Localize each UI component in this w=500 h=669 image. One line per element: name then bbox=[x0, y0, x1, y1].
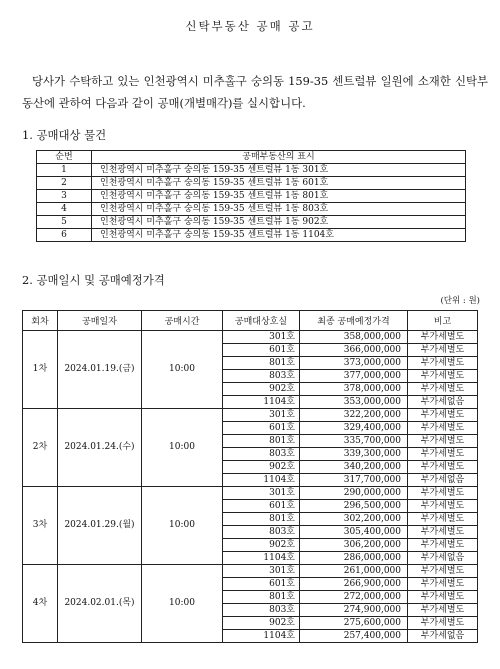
header-unit: 공매대상호실 bbox=[223, 311, 300, 331]
note-cell: 부가세별도 bbox=[408, 565, 478, 578]
property-desc: 인천광역시 미추홀구 숭의동 159-35 센트럴뷰 1동 902호 bbox=[92, 216, 466, 229]
schedule-row bbox=[23, 487, 478, 500]
unit-cell: 1104호 bbox=[223, 396, 300, 409]
property-row bbox=[37, 164, 466, 177]
note-cell: 부가세별도 bbox=[408, 357, 478, 370]
note-cell: 부가세없음 bbox=[408, 474, 478, 487]
time-cell: 10:00 bbox=[142, 487, 223, 565]
unit-cell: 801호 bbox=[223, 513, 300, 526]
note-cell: 부가세별도 bbox=[408, 448, 478, 461]
price-cell: 366,000,000 bbox=[300, 344, 408, 357]
note-cell: 부가세별도 bbox=[408, 383, 478, 396]
price-cell: 286,000,000 bbox=[300, 552, 408, 565]
unit-cell: 1104호 bbox=[223, 552, 300, 565]
document-title: 신탁부동산 공매 공고 bbox=[185, 19, 315, 33]
price-cell: 335,700,000 bbox=[300, 435, 408, 448]
property-desc: 인천광역시 미추홀구 숭의동 159-35 센트럴뷰 1동 601호 bbox=[92, 177, 466, 190]
schedule-row bbox=[23, 565, 478, 578]
price-cell: 378,000,000 bbox=[300, 383, 408, 396]
section1-heading: 1. 공매대상 물건 bbox=[22, 128, 107, 142]
note-cell: 부가세별도 bbox=[408, 526, 478, 539]
header-property-desc: 공매부동산의 표시 bbox=[92, 151, 466, 164]
unit-cell: 301호 bbox=[223, 331, 300, 344]
unit-cell: 301호 bbox=[223, 565, 300, 578]
note-cell: 부가세없음 bbox=[408, 396, 478, 409]
unit-cell: 902호 bbox=[223, 539, 300, 552]
unit-cell: 902호 bbox=[223, 461, 300, 474]
header-round: 회차 bbox=[23, 311, 58, 331]
property-seq: 5 bbox=[37, 216, 92, 229]
property-seq: 6 bbox=[37, 229, 92, 242]
note-cell: 부가세별도 bbox=[408, 409, 478, 422]
price-cell: 306,200,000 bbox=[300, 539, 408, 552]
round-cell: 1차 bbox=[23, 331, 58, 409]
note-cell: 부가세없음 bbox=[408, 630, 478, 643]
unit-cell: 601호 bbox=[223, 500, 300, 513]
property-desc: 인천광역시 미추홀구 숭의동 159-35 센트럴뷰 1동 801호 bbox=[92, 190, 466, 203]
property-table-body bbox=[37, 164, 466, 242]
date-cell: 2024.02.01.(목) bbox=[58, 565, 142, 643]
intro-paragraph: 당사가 수탁하고 있는 인천광역시 미추홀구 숭의동 159-35 센트럴뷰 일원에 소재한 신탁부동산에 관하여 다음과 같이 공매(개별매각)를 실시합니다. bbox=[22, 74, 488, 110]
unit-cell: 803호 bbox=[223, 604, 300, 617]
unit-cell: 902호 bbox=[223, 617, 300, 630]
property-seq: 2 bbox=[37, 177, 92, 190]
date-cell: 2024.01.19.(금) bbox=[58, 331, 142, 409]
header-date: 공매일자 bbox=[58, 311, 142, 331]
price-cell: 290,000,000 bbox=[300, 487, 408, 500]
price-cell: 358,000,000 bbox=[300, 331, 408, 344]
price-cell: 317,700,000 bbox=[300, 474, 408, 487]
header-seq: 순번 bbox=[37, 151, 92, 164]
note-cell: 부가세별도 bbox=[408, 591, 478, 604]
schedule-table-header-row bbox=[23, 311, 478, 331]
note-cell: 부가세별도 bbox=[408, 435, 478, 448]
note-cell: 부가세별도 bbox=[408, 331, 478, 344]
schedule-row bbox=[23, 331, 478, 344]
property-seq: 3 bbox=[37, 190, 92, 203]
time-cell: 10:00 bbox=[142, 331, 223, 409]
property-table-header-row bbox=[37, 151, 466, 164]
schedule-table-body bbox=[23, 331, 478, 643]
price-cell: 266,900,000 bbox=[300, 578, 408, 591]
unit-label: (단위 : 원) bbox=[440, 296, 480, 306]
unit-cell: 301호 bbox=[223, 487, 300, 500]
property-desc: 인천광역시 미추홀구 숭의동 159-35 센트럴뷰 1동 1104호 bbox=[92, 229, 466, 242]
round-cell: 2차 bbox=[23, 409, 58, 487]
price-cell: 272,000,000 bbox=[300, 591, 408, 604]
note-cell: 부가세별도 bbox=[408, 513, 478, 526]
note-cell: 부가세별도 bbox=[408, 578, 478, 591]
price-cell: 257,400,000 bbox=[300, 630, 408, 643]
date-cell: 2024.01.29.(월) bbox=[58, 487, 142, 565]
property-row bbox=[37, 216, 466, 229]
property-row bbox=[37, 190, 466, 203]
unit-cell: 803호 bbox=[223, 448, 300, 461]
unit-cell: 803호 bbox=[223, 370, 300, 383]
property-desc: 인천광역시 미추홀구 숭의동 159-35 센트럴뷰 1동 301호 bbox=[92, 164, 466, 177]
unit-cell: 1104호 bbox=[223, 474, 300, 487]
price-cell: 377,000,000 bbox=[300, 370, 408, 383]
note-cell: 부가세별도 bbox=[408, 422, 478, 435]
price-cell: 373,000,000 bbox=[300, 357, 408, 370]
property-row bbox=[37, 203, 466, 216]
price-cell: 302,200,000 bbox=[300, 513, 408, 526]
price-cell: 296,500,000 bbox=[300, 500, 408, 513]
unit-cell: 801호 bbox=[223, 591, 300, 604]
round-cell: 4차 bbox=[23, 565, 58, 643]
note-cell: 부가세별도 bbox=[408, 617, 478, 630]
header-price: 최종 공매예정가격 bbox=[300, 311, 408, 331]
price-cell: 274,900,000 bbox=[300, 604, 408, 617]
header-note: 비고 bbox=[408, 311, 478, 331]
unit-cell: 301호 bbox=[223, 409, 300, 422]
property-desc: 인천광역시 미추홀구 숭의동 159-35 센트럴뷰 1동 803호 bbox=[92, 203, 466, 216]
price-cell: 305,400,000 bbox=[300, 526, 408, 539]
price-cell: 329,400,000 bbox=[300, 422, 408, 435]
unit-cell: 601호 bbox=[223, 344, 300, 357]
property-list-table bbox=[36, 150, 466, 242]
unit-cell: 601호 bbox=[223, 422, 300, 435]
unit-cell: 803호 bbox=[223, 526, 300, 539]
price-cell: 322,200,000 bbox=[300, 409, 408, 422]
property-row bbox=[37, 229, 466, 242]
price-cell: 339,300,000 bbox=[300, 448, 408, 461]
section2-heading: 2. 공매일시 및 공매예정가격 bbox=[22, 273, 165, 287]
unit-cell: 801호 bbox=[223, 435, 300, 448]
property-seq: 1 bbox=[37, 164, 92, 177]
date-cell: 2024.01.24.(수) bbox=[58, 409, 142, 487]
unit-cell: 601호 bbox=[223, 578, 300, 591]
note-cell: 부가세별도 bbox=[408, 487, 478, 500]
property-row bbox=[37, 177, 466, 190]
unit-cell: 1104호 bbox=[223, 630, 300, 643]
schedule-row bbox=[23, 409, 478, 422]
note-cell: 부가세별도 bbox=[408, 461, 478, 474]
note-cell: 부가세별도 bbox=[408, 370, 478, 383]
property-seq: 4 bbox=[37, 203, 92, 216]
price-cell: 340,200,000 bbox=[300, 461, 408, 474]
note-cell: 부가세별도 bbox=[408, 604, 478, 617]
note-cell: 부가세별도 bbox=[408, 500, 478, 513]
price-cell: 261,000,000 bbox=[300, 565, 408, 578]
time-cell: 10:00 bbox=[142, 565, 223, 643]
price-cell: 275,600,000 bbox=[300, 617, 408, 630]
auction-schedule-table bbox=[22, 310, 478, 643]
round-cell: 3차 bbox=[23, 487, 58, 565]
price-cell: 353,000,000 bbox=[300, 396, 408, 409]
time-cell: 10:00 bbox=[142, 409, 223, 487]
header-time: 공매시간 bbox=[142, 311, 223, 331]
unit-cell: 902호 bbox=[223, 383, 300, 396]
note-cell: 부가세별도 bbox=[408, 344, 478, 357]
unit-cell: 801호 bbox=[223, 357, 300, 370]
note-cell: 부가세없음 bbox=[408, 552, 478, 565]
note-cell: 부가세별도 bbox=[408, 539, 478, 552]
